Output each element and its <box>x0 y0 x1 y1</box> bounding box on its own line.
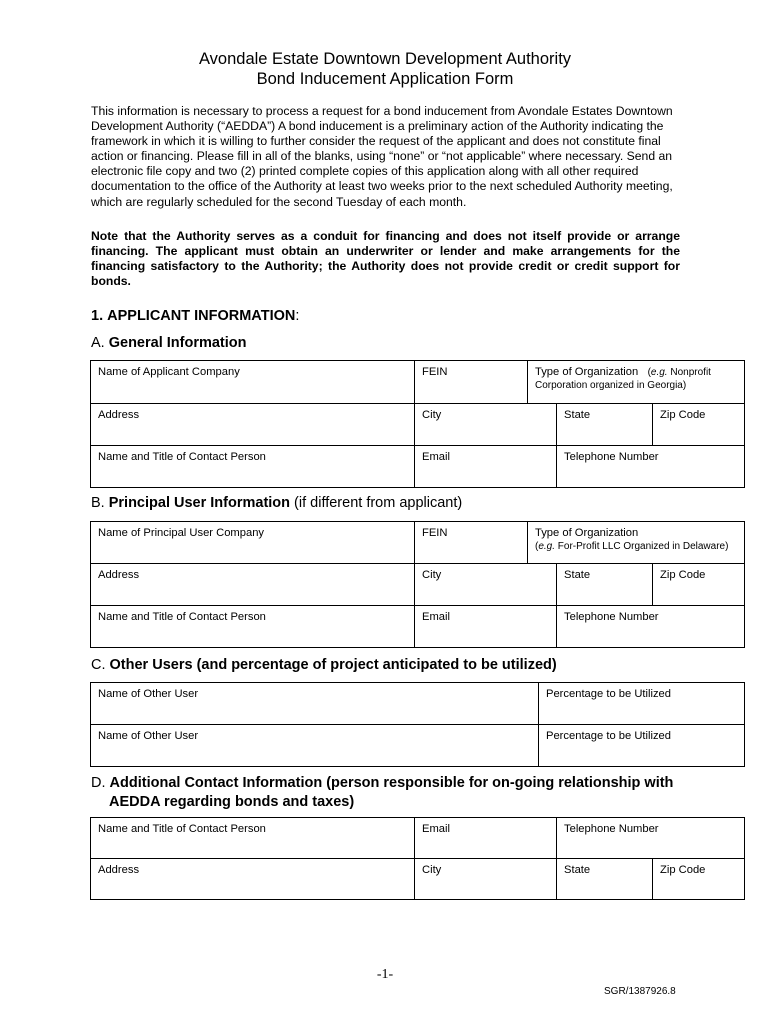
section-b-title: Principal User Information <box>108 495 291 511</box>
applicant-org-type-field[interactable]: Type of Organization (e.g. Nonprofit Corporation organized in Georgia) <box>528 361 745 404</box>
other-user-2-field[interactable]: Name of Other User <box>91 725 539 767</box>
section-b-suffix: (if different from applicant) <box>290 495 463 511</box>
section-1-heading <box>91 308 299 324</box>
additional-state-field[interactable]: State <box>557 859 653 900</box>
additional-address-field[interactable]: Address <box>91 859 415 900</box>
applicant-contact-field[interactable]: Name and Title of Contact Person <box>91 446 415 488</box>
other-user-1-field[interactable]: Name of Other User <box>91 683 539 725</box>
applicant-address-field[interactable]: Address <box>91 404 415 446</box>
principal-state-field[interactable]: State <box>557 564 653 606</box>
additional-zip-field[interactable]: Zip Code <box>653 859 745 900</box>
additional-contact-field[interactable]: Name and Title of Contact Person <box>91 818 415 859</box>
section-d-title-line-2: AEDDA regarding bonds and taxes) <box>109 794 355 810</box>
section-d-heading <box>91 774 673 812</box>
section-d-letter: D. <box>91 775 106 791</box>
principal-zip-field[interactable]: Zip Code <box>653 564 745 606</box>
section-b-table <box>90 521 745 648</box>
principal-contact-field[interactable]: Name and Title of Contact Person <box>91 606 415 648</box>
section-1-title: APPLICANT INFORMATION <box>107 308 296 324</box>
section-b-letter: B. <box>91 495 105 511</box>
section-b-heading <box>91 494 462 513</box>
note-paragraph: Note that the Authority serves as a conduit for financing and does not itself provide or arrange financing. The applicant must obtain an underwriter or lender and make arrangements for the financing satisfactory to the Authority; the Authority does not provide credit or credit support for bonds. <box>91 229 680 289</box>
section-d-title-line-1: Additional Contact Information (person responsible for on-going relationship with <box>109 775 674 791</box>
applicant-fein-field[interactable]: FEIN <box>415 361 528 404</box>
section-a-heading <box>91 334 247 353</box>
section-c-letter: C. <box>91 657 106 673</box>
section-c-heading <box>91 656 557 675</box>
principal-city-field[interactable]: City <box>415 564 557 606</box>
title-line-2: Bond Inducement Application Form <box>256 70 514 88</box>
applicant-zip-field[interactable]: Zip Code <box>653 404 745 446</box>
principal-company-field[interactable]: Name of Principal User Company <box>91 522 415 564</box>
additional-phone-field[interactable]: Telephone Number <box>557 818 745 859</box>
applicant-phone-field[interactable]: Telephone Number <box>557 446 745 488</box>
principal-phone-field[interactable]: Telephone Number <box>557 606 745 648</box>
applicant-email-field[interactable]: Email <box>415 446 557 488</box>
page-number: -1- <box>376 967 394 982</box>
section-c-table <box>90 682 745 767</box>
principal-address-field[interactable]: Address <box>91 564 415 606</box>
applicant-company-field[interactable]: Name of Applicant Company <box>91 361 415 404</box>
section-c-title: Other Users (and percentage of project anticipated to be utilized) <box>109 657 557 673</box>
principal-org-type-field[interactable]: Type of Organization (e.g. For-Profit LLC Organized in Delaware) <box>528 522 745 564</box>
intro-paragraph: This information is necessary to process a request for a bond inducement from Avondale Estates Downtown Development Authority (“AEDDA”) A bond inducement is a preliminary action of the Authority indicating the framework in which it is willing to further consider the request of the applicant and does not constitute final action or financing. Please fill in all of the blanks, using “none” or “not applicable” where necessary. Send an electronic file copy and two (2) printed complete copies of this application along with all other required documentation to the office of the Authority at least two weeks prior to the next scheduled Authority meeting, which are regularly scheduled for the second Tuesday of each month. <box>91 104 673 209</box>
section-1-number: 1. <box>91 308 104 324</box>
section-d-table <box>90 817 745 900</box>
section-a-title: General Information <box>108 335 247 351</box>
form-title <box>0 49 770 89</box>
title-line-1: Avondale Estate Downtown Development Authority <box>198 50 572 68</box>
section-a-table <box>90 360 745 488</box>
applicant-state-field[interactable]: State <box>557 404 653 446</box>
other-user-2-percentage-field[interactable]: Percentage to be Utilized <box>539 725 745 767</box>
principal-fein-field[interactable]: FEIN <box>415 522 528 564</box>
additional-email-field[interactable]: Email <box>415 818 557 859</box>
section-a-letter: A. <box>91 335 105 351</box>
principal-email-field[interactable]: Email <box>415 606 557 648</box>
section-1-colon: : <box>295 308 300 324</box>
document-reference: SGR/1387926.8 <box>604 986 676 997</box>
applicant-city-field[interactable]: City <box>415 404 557 446</box>
additional-city-field[interactable]: City <box>415 859 557 900</box>
other-user-1-percentage-field[interactable]: Percentage to be Utilized <box>539 683 745 725</box>
